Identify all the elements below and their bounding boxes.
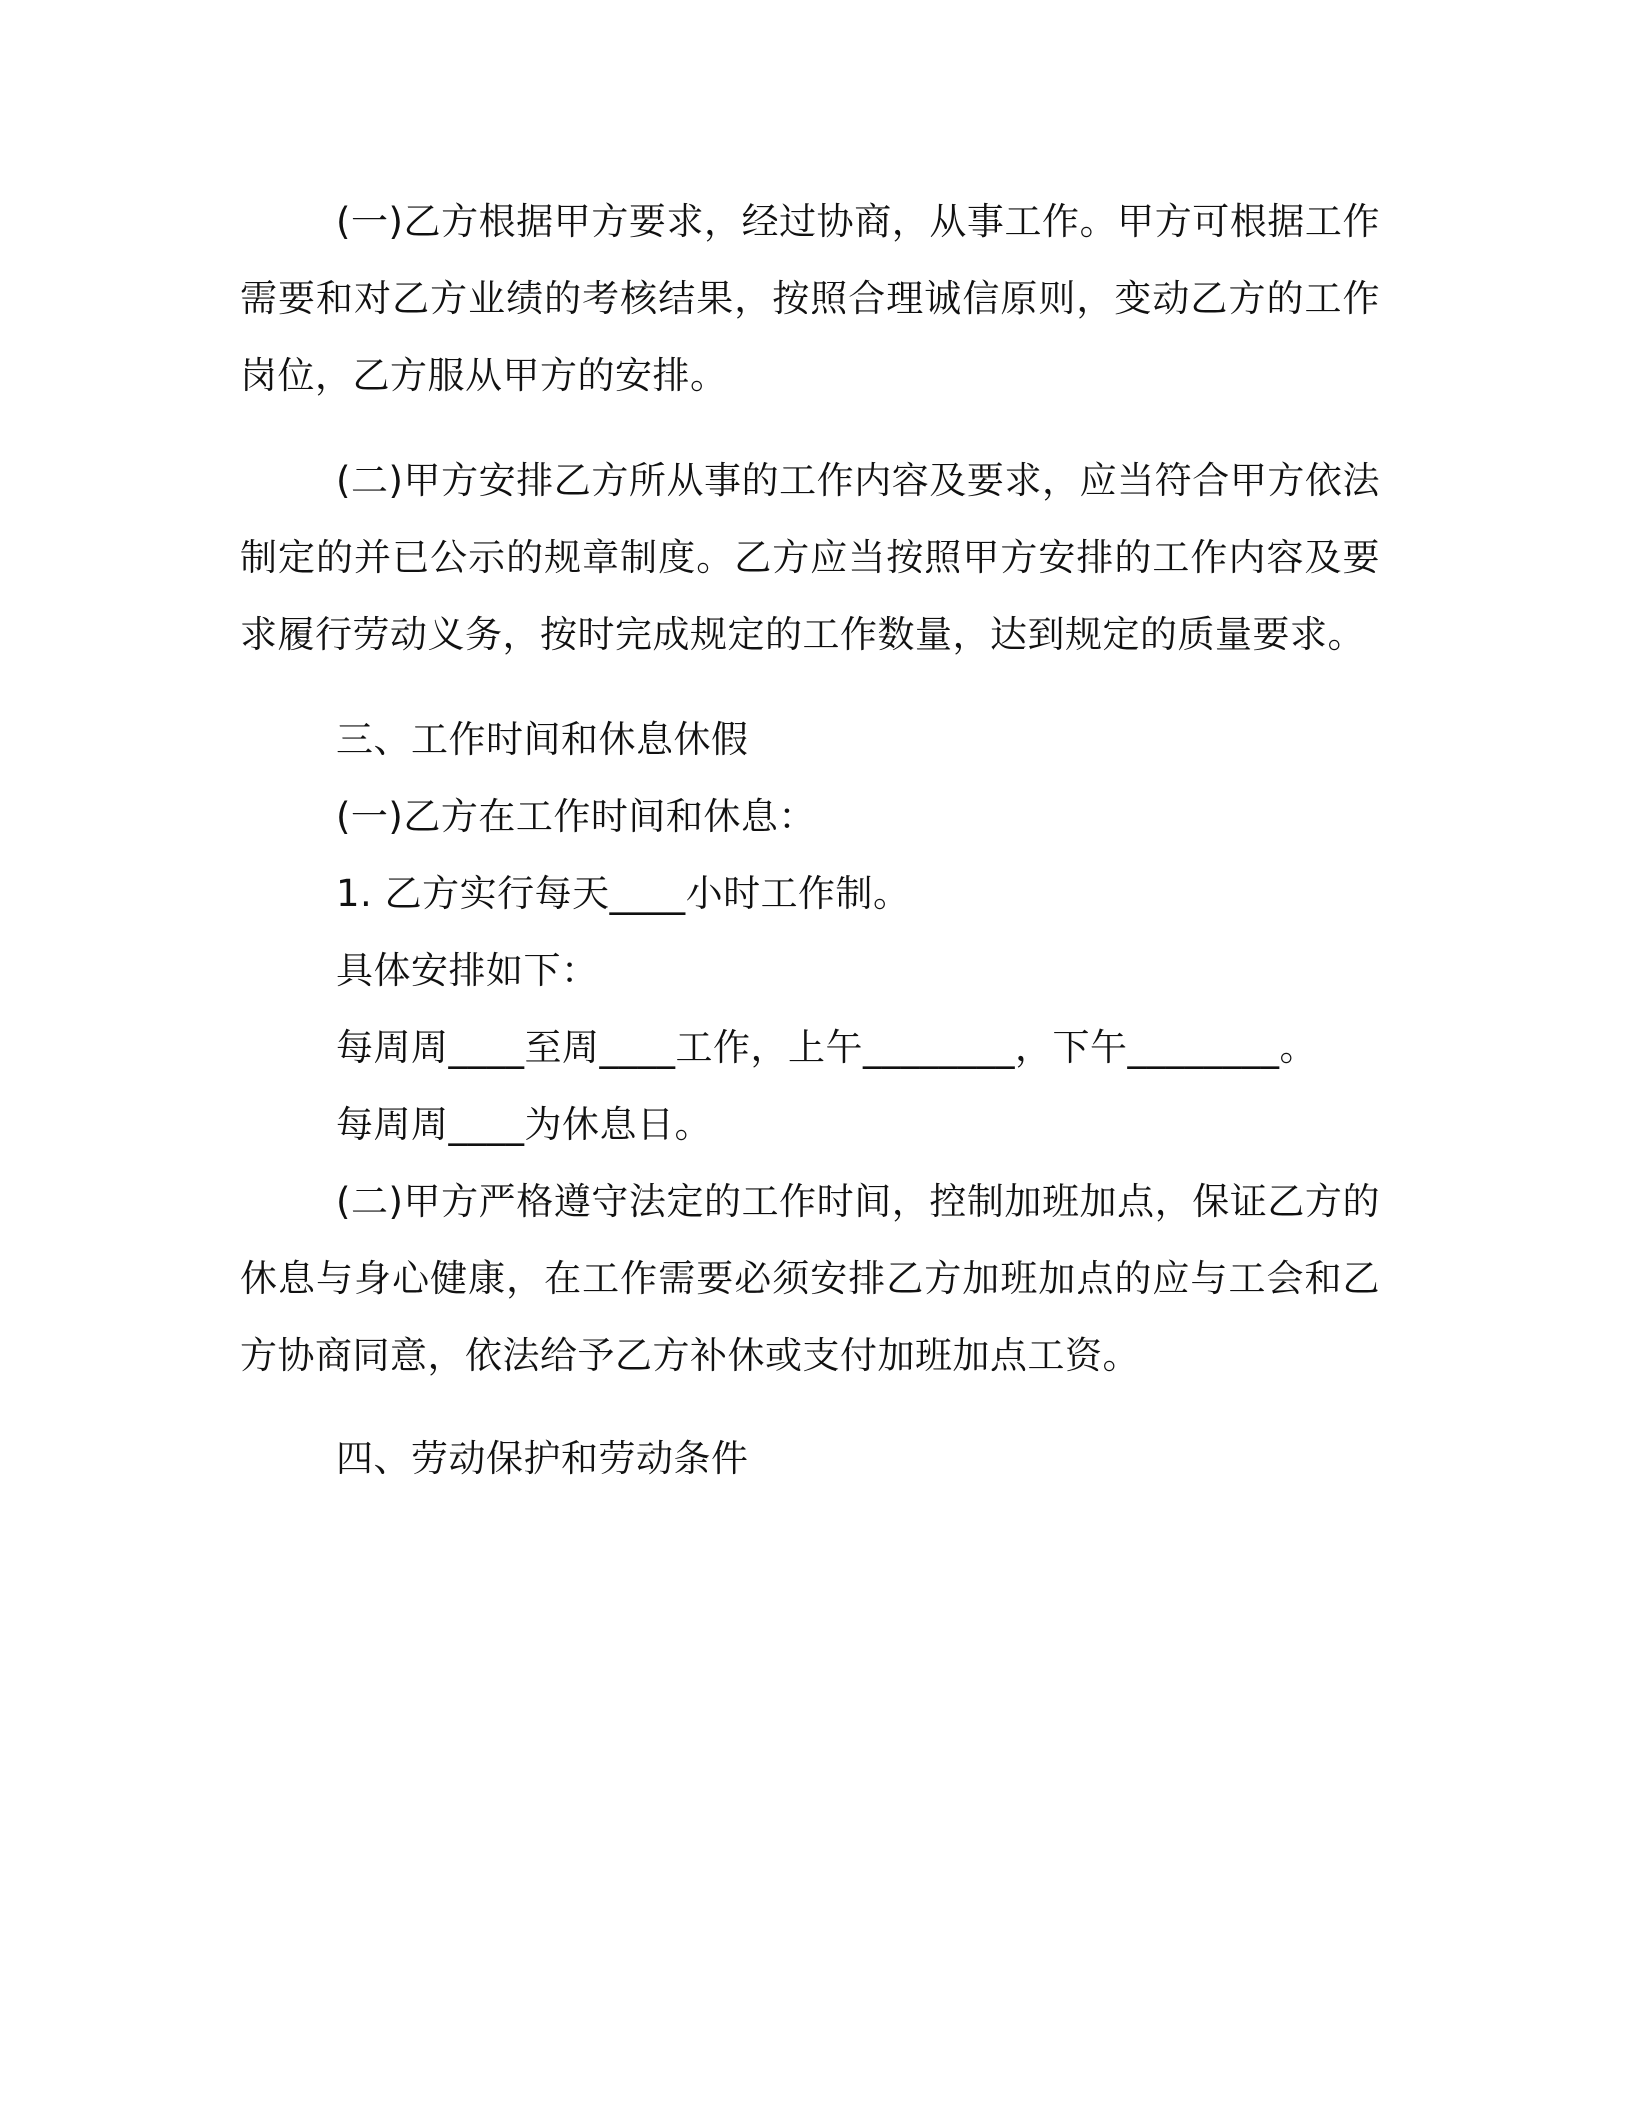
paragraph-job-assignment: (一)乙方根据甲方要求，经过协商，从事工作。甲方可根据工作需要和对乙方业绩的考核结果，按照合理诚信原则，变动乙方的工作岗位，乙方服从甲方的安排。: [240, 200, 1380, 397]
subsection-heading-work-rest: (一)乙方在工作时间和休息：: [336, 795, 816, 838]
paragraph-daily-hours: 1. 乙方实行每天____小时工作制。: [336, 872, 911, 915]
paragraph-work-content: (二)甲方安排乙方所从事的工作内容及要求，应当符合甲方依法制定的并已公示的规章制度。乙方应当按照甲方安排的工作内容及要求履行劳动义务，按时完成规定的工作数量，达到规定的质量要求。: [240, 459, 1380, 656]
paragraph-weekly-schedule: 每周周____至周____工作，上午________，下午________。: [336, 1026, 1317, 1069]
paragraph-overtime: (二)甲方严格遵守法定的工作时间，控制加班加点，保证乙方的休息与身心健康，在工作需要必须安排乙方加班加点的应与工会和乙方协商同意，依法给予乙方补休或支付加班加点工资。: [240, 1180, 1380, 1377]
section-heading-labor-protection: 四、劳动保护和劳动条件: [336, 1437, 749, 1480]
paragraph-rest-day: 每周周____为休息日。: [336, 1103, 712, 1146]
section-heading-working-hours: 三、工作时间和休息休假: [336, 718, 749, 761]
paragraph-arrangement-intro: 具体安排如下：: [336, 949, 599, 992]
document-body: [240, 183, 1380, 1497]
